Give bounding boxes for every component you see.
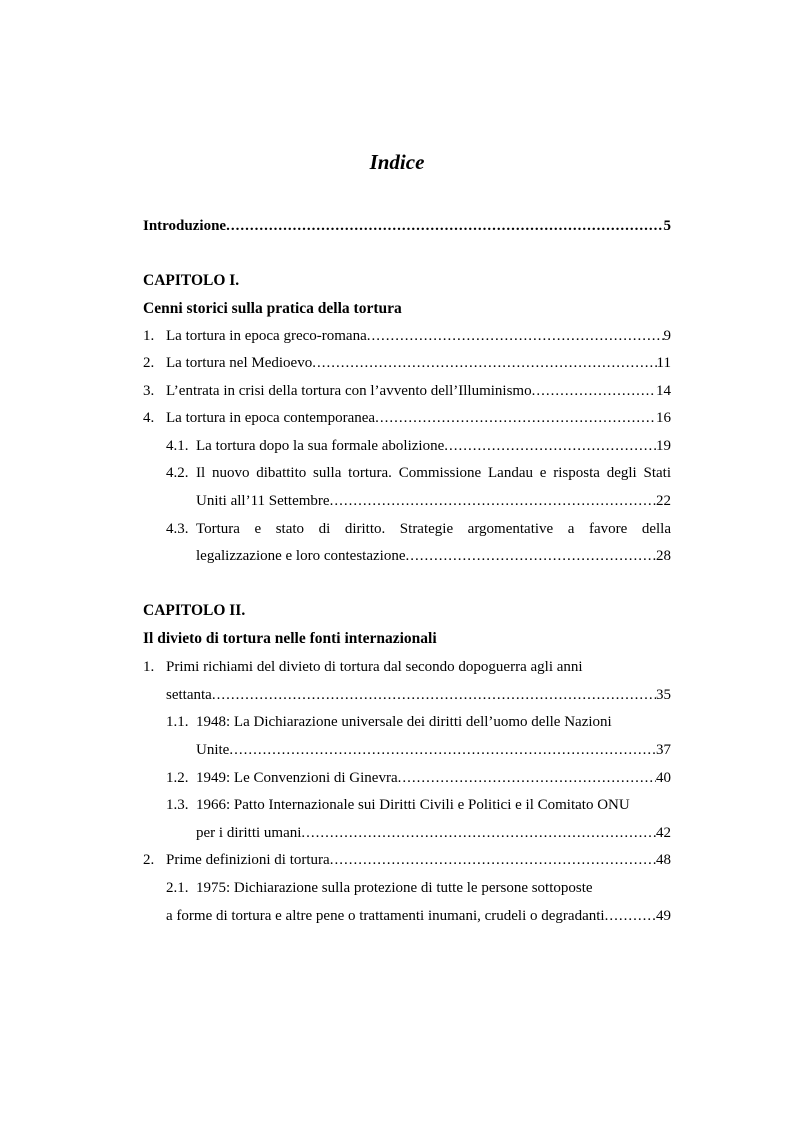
toc-subentry-continuation[interactable] — [143, 905, 671, 927]
toc-page-number: 19 — [656, 438, 671, 454]
toc-entry-number: 1.3. — [166, 797, 189, 813]
toc-entry-label: a forme di tortura e altre pene o trattamenti inumani, crudeli o degradanti — [166, 908, 605, 924]
dot-leader — [444, 435, 656, 457]
toc-page-number: 40 — [656, 770, 671, 786]
toc-subentry-continuation[interactable] — [143, 490, 671, 512]
toc-page-number: 22 — [656, 493, 671, 509]
toc-subentry[interactable] — [143, 711, 671, 733]
toc-entry-label: 1949: Le Convenzioni di Ginevra — [196, 770, 398, 786]
toc-entry-label: Primi richiami del divieto di tortura dal secondo dopoguerra agli anni — [166, 659, 583, 675]
toc-entry-label: legalizzazione e loro contestazione — [196, 548, 406, 564]
toc-page-number: 16 — [656, 410, 671, 426]
toc-page-number: 49 — [656, 908, 671, 924]
toc-subentry-continuation[interactable] — [143, 822, 671, 844]
toc-page-number: 35 — [656, 687, 671, 703]
toc-page-number: 48 — [656, 852, 671, 868]
dot-leader — [301, 822, 656, 844]
toc-entry-number: 1. — [143, 328, 155, 344]
dot-leader — [367, 325, 664, 347]
dot-leader — [330, 849, 656, 871]
dot-leader — [398, 767, 656, 789]
chapter-heading: CAPITOLO II. — [143, 602, 246, 619]
toc-entry-label: Unite — [196, 742, 230, 758]
toc-entry-label: Introduzione — [143, 218, 227, 234]
dot-leader — [405, 545, 656, 567]
toc-entry[interactable] — [143, 656, 671, 678]
toc-page-number: 37 — [656, 742, 671, 758]
dot-leader — [375, 407, 656, 429]
chapter-subtitle: Il divieto di tortura nelle fonti internazionali — [143, 630, 437, 647]
toc-subentry[interactable] — [143, 794, 671, 816]
toc-entry[interactable] — [143, 380, 671, 402]
toc-entry-label: 1966: Patto Internazionale sui Diritti Civili e Politici e il Comitato ONU — [196, 797, 630, 813]
toc-page-number: 14 — [656, 383, 671, 399]
toc-entry-label: Uniti all’11 Settembre — [196, 493, 330, 509]
toc-entry-label: 1948: La Dichiarazione universale dei diritti dell’uomo delle Nazioni — [196, 714, 612, 730]
toc-subentry[interactable] — [143, 767, 671, 789]
toc-entry-number: 4.2. — [166, 465, 189, 481]
dot-leader — [226, 215, 663, 237]
toc-entry[interactable] — [143, 325, 671, 347]
toc-entry-label: L’entrata in crisi della tortura con l’avvento dell’Illuminismo — [166, 383, 532, 399]
toc-page-number: 42 — [656, 825, 671, 841]
toc-subentry[interactable] — [143, 435, 671, 457]
toc-entry-label: La tortura in epoca greco-romana — [166, 328, 367, 344]
dot-leader — [312, 352, 656, 374]
toc-entry[interactable] — [143, 352, 671, 374]
toc-entry-number: 1.1. — [166, 714, 189, 730]
toc-subentry[interactable] — [143, 462, 671, 484]
toc-entry-number: 1. — [143, 659, 155, 675]
chapter-subtitle: Cenni storici sulla pratica della tortura — [143, 300, 402, 317]
dot-leader — [532, 380, 656, 402]
toc-entry[interactable] — [143, 849, 671, 871]
toc-entry-label: La tortura in epoca contemporanea — [166, 410, 376, 426]
toc-page-number: 5 — [663, 218, 671, 234]
toc-entry-label: Il nuovo dibattito sulla tortura. Commissione Landau e risposta degli Stati — [196, 465, 671, 481]
toc-entry-label: per i diritti umani — [196, 825, 302, 841]
toc-entry-introduzione[interactable] — [143, 215, 671, 237]
toc-entry-label: Prime definizioni di tortura — [166, 852, 330, 868]
toc-page-number: 11 — [656, 355, 671, 371]
toc-entry-number: 4.1. — [166, 438, 189, 454]
toc-entry-number: 2.1. — [166, 880, 189, 896]
dot-leader — [212, 684, 656, 706]
dot-leader — [229, 739, 656, 761]
toc-entry-label: settanta — [166, 687, 212, 703]
dot-leader — [330, 490, 656, 512]
toc-entry-number: 1.2. — [166, 770, 189, 786]
toc-entry-continuation[interactable] — [143, 684, 671, 706]
toc-subentry[interactable] — [143, 877, 671, 899]
toc-entry-label: Tortura e stato di diritto. Strategie argomentative a favore della — [196, 521, 671, 537]
chapter-heading: CAPITOLO I. — [143, 272, 240, 289]
toc-subentry-continuation[interactable] — [143, 545, 671, 567]
page-title: Indice — [369, 150, 425, 174]
toc-subentry[interactable] — [143, 518, 671, 540]
toc-page-number: 9 — [663, 328, 671, 344]
toc-entry[interactable] — [143, 407, 671, 429]
toc-entry-number: 2. — [143, 355, 155, 371]
toc-entry-label: La tortura nel Medioevo — [166, 355, 313, 371]
toc-entry-number: 4.3. — [166, 521, 189, 537]
toc-page-number: 28 — [656, 548, 671, 564]
toc-entry-number: 2. — [143, 852, 155, 868]
dot-leader — [605, 905, 656, 927]
toc-entry-label: 1975: Dichiarazione sulla protezione di tutte le persone sottoposte — [196, 880, 593, 896]
toc-entry-number: 3. — [143, 383, 155, 399]
toc-entry-label: La tortura dopo la sua formale abolizione — [196, 438, 445, 454]
toc-subentry-continuation[interactable] — [143, 739, 671, 761]
toc-entry-number: 4. — [143, 410, 155, 426]
